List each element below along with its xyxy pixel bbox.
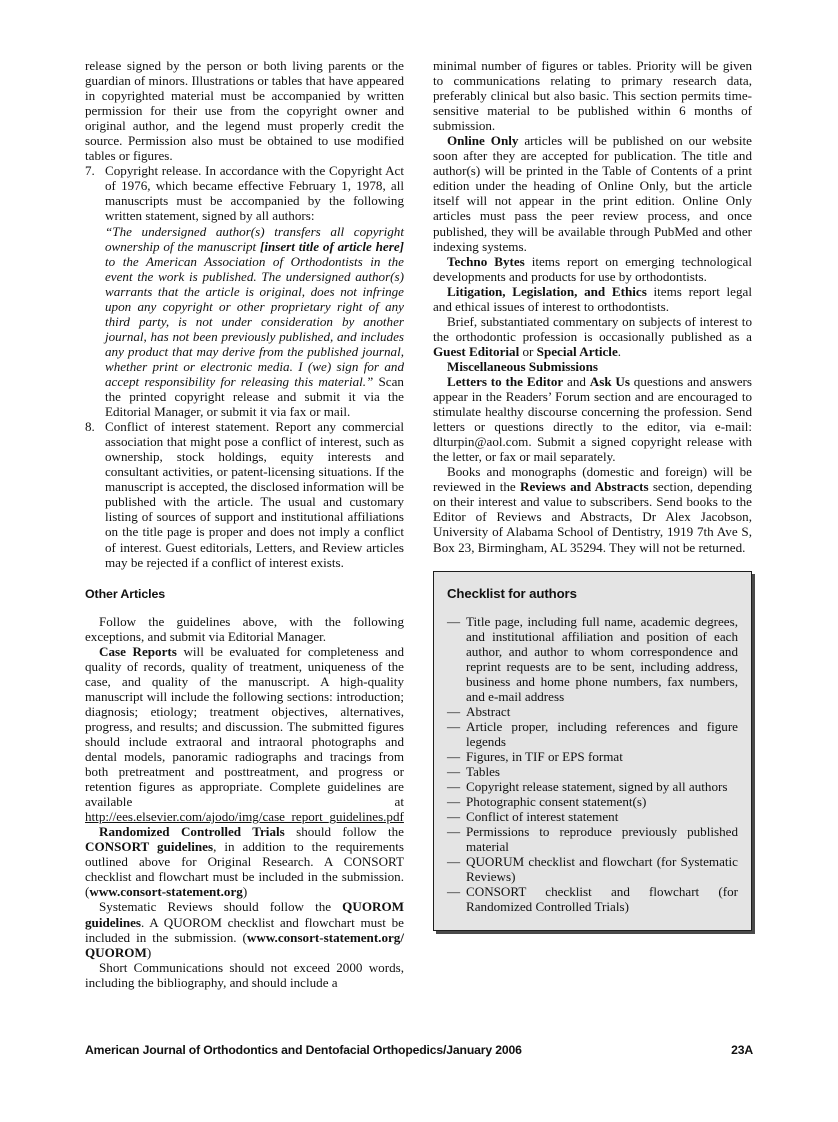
em-dash-icon: — (447, 703, 461, 719)
other-articles-intro: Follow the guidelines above, with the following exceptions, and submit via Editorial Manager. (85, 613, 404, 644)
item7-lead: Copyright release. In accordance with the Copyright Act of 1976, which became effective February 1, 1978, all manuscripts must be accompanied by the following written statement, signed by all authors: (105, 163, 404, 224)
left-column (85, 58, 404, 990)
em-dash-icon: — (447, 809, 461, 825)
techno-bytes-label: Techno Bytes (447, 253, 525, 269)
footer-page-number: 23A (731, 1043, 753, 1057)
checklist-item-text: CONSORT checklist and flowchart (for Randomized Controlled Trials) (466, 884, 738, 915)
list-item (447, 764, 738, 779)
online-only-paragraph (433, 133, 752, 253)
checklist-item-text: Conflict of interest statement (466, 809, 619, 825)
checklist-item-text: Article proper, including references and figure legends (466, 718, 738, 749)
case-reports-text: will be evaluated for completeness and quality of records, quality of treatment, uniqueness of the case, and quality of the manuscript. A high-quality manuscript will include the following sections: introduction; diagnosis; etiology; treatment objectives, alternatives, progress, and results; and discussion. The submitted figures should include extraoral and intraoral photographs and dental models, panoramic radiographs and tracings from both pretreatment and posttreatment, and progress or retention figures as appropriate. Complete guidelines are available at (85, 643, 404, 810)
rct-label: Randomized Controlled Trials (99, 824, 285, 840)
quorom-text-a: Systematic Reviews should follow the (99, 899, 343, 915)
quote-part-2: to the American Association of Orthodontists in the event the work is published. The undersigned author(s) warrants that the article is original, does not infringe upon any copyright or other proprietary right of any third party, is not under consideration by another journal, has not been previously published, and includes any product that may derive from the published journal, whether print or electronic media. I (we) sign for and accept responsibility for releasing this material.” (105, 253, 404, 389)
checklist-item-text: Photographic consent statement(s) (466, 794, 647, 810)
em-dash-icon: — (447, 854, 461, 870)
techno-bytes-paragraph (433, 254, 752, 284)
case-report-guidelines-link[interactable]: http://ees.elsevier.com/ajodo/img/case_report_guidelines.pdf (85, 809, 404, 825)
rct-paragraph (85, 824, 404, 899)
commentary-text-b: or (519, 343, 537, 359)
item7-quote (105, 224, 404, 420)
commentary-paragraph (433, 314, 752, 359)
em-dash-icon: — (447, 794, 461, 810)
quorom-text-b: . A QUOROM checklist and flowchart must be included in the submission. ( (85, 914, 404, 945)
techno-bytes-text: items report on emerging technological developments and products for use by orthodontists. (433, 253, 752, 284)
misc-submissions-heading (433, 359, 752, 374)
letters-paragraph (433, 374, 752, 464)
quorom-text-c: ) (146, 944, 152, 960)
spacer (85, 601, 404, 614)
checklist-item-text: Tables (466, 764, 500, 780)
list-item (447, 884, 738, 914)
checklist-items (447, 614, 738, 915)
consort-guidelines-label: CONSORT guidelines (85, 839, 214, 855)
right-continued-paragraph: minimal number of figures or tables. Priority will be given to communications relating to primary research data, preferably clinical but also basic. This section permits time-sensitive material to be published within 6 months of submission. (433, 58, 752, 134)
checklist-item-text: Permissions to reproduce previously published material (466, 824, 738, 855)
litigation-label: Litigation, Legislation, and Ethics (447, 283, 647, 299)
litigation-text: items report legal and ethical issues of interest to orthodontists. (433, 283, 752, 314)
list-item (447, 779, 738, 794)
litigation-paragraph (433, 284, 752, 314)
continued-paragraph: release signed by the person or both living parents or the guardian of minors. Illustrations or tables that have appeared in copyrighted material must be accompanied by written permission for their use from the copyright owner and original author, and the legend must properly credit the source. Permission also must be obtained to use modified tables or figures. (85, 58, 404, 164)
quote-tail: Scan the printed copyright release and submit it via the Editorial Manager, or submit it via fax or mail. (105, 373, 404, 420)
em-dash-icon: — (447, 764, 461, 780)
reviews-abstracts-label: Reviews and Abstracts (519, 479, 649, 495)
quorom-guidelines-label: QUOROM guidelines (85, 899, 404, 930)
list-item (447, 824, 738, 854)
em-dash-icon: — (447, 748, 461, 764)
em-dash-icon: — (447, 718, 461, 734)
quote-part-1: “The undersigned author(s) transfers all copyright ownership of the manuscript (105, 223, 404, 254)
two-column-layout (85, 58, 753, 990)
list-item (447, 809, 738, 824)
list-marker-8: 8. (85, 419, 95, 435)
special-article-label: Special Article (536, 343, 618, 359)
list-item-7 (85, 163, 404, 419)
item8-text: Conflict of interest statement. Report any commercial association that might pose a conflict of interest, such as ownership, stock holdings, equity interests and consultant activities, or patent-licensing situations. If the manuscript is accepted, the disclosed information will be published with the article. The usual and customary listing of sources of support and institutional affiliations on the title page is proper and does not imply a conflict of interest. Guest editorials, Letters, and Review articles may be rejected if a conflict of interest exists. (105, 419, 404, 570)
checklist-item-text: Abstract (466, 703, 511, 719)
list-marker-7: 7. (85, 163, 95, 179)
rct-text-b: , in addition to the requirements outlined above for Original Research. A CONSORT checklist and flowchart must be included in the submission. ( (85, 839, 404, 900)
em-dash-icon: — (447, 884, 461, 900)
page-content (85, 58, 753, 990)
books-text-b: section, depending on their interest and value to subscribers. Send books to the Editor of Reviews and Abstracts, Dr Alex Jacobson, University of Alabama School of Dentistry, 1919 7th Ave S, Box 23, Birmingham, AL 35294. They will not be returned. (433, 479, 753, 555)
page-footer (85, 1043, 753, 1057)
checklist-for-authors-panel (433, 571, 752, 932)
short-communications-paragraph: Short Communications should not exceed 2000 words, including the bibliography, and should include a (85, 959, 404, 990)
checklist-item-text: Title page, including full name, academic degrees, and institutional affiliation and position of each author, and author to whom correspondence and reprint requests are to be sent, including address, business and home phone numbers, fax numbers, and e-mail address (466, 613, 738, 704)
checklist-item-text: Figures, in TIF or EPS format (466, 748, 623, 764)
list-item-8-body (105, 419, 404, 569)
quorom-link[interactable]: www.consort-statement.org/ QUOROM (85, 929, 404, 960)
list-item (447, 854, 738, 884)
ask-us-label: Ask Us (589, 373, 630, 389)
rct-text-c: ) (242, 884, 248, 900)
checklist-title: Checklist for authors (447, 585, 577, 601)
right-column (433, 58, 752, 931)
em-dash-icon: — (447, 824, 461, 840)
letters-text-b: questions and answers appear in the Readers’ Forum section and are encouraged to stimulate healthy discourse concerning the profession. Send letters or questions directly to the editor, via e-mail: dlturpin@aol.com. Submit a signed copyright release with the letter, or fax or mail separately. (433, 373, 753, 465)
online-only-label: Online Only (447, 133, 519, 149)
books-text-a: Books and monographs (domestic and foreign) will be reviewed in the (433, 464, 752, 495)
case-reports-label: Case Reports (99, 643, 177, 659)
consort-statement-link[interactable]: www.consort-statement.org (89, 884, 243, 900)
spacer (85, 570, 404, 587)
case-reports-paragraph (85, 644, 404, 825)
quote-bold-placeholder: [insert title of article here] (259, 238, 404, 254)
footer-journal-title: American Journal of Orthodontics and Dentofacial Orthopedics/January 2006 (85, 1043, 522, 1057)
list-item (447, 704, 738, 719)
books-paragraph (433, 464, 752, 554)
misc-submissions-label: Miscellaneous Submissions (447, 358, 598, 374)
em-dash-icon: — (447, 613, 461, 629)
commentary-text-c: . (617, 343, 622, 359)
list-item-7-body (105, 163, 404, 419)
online-only-text: articles will be published on our website soon after they are accepted for publication. The title and author(s) will be printed in the Table of Contents of a print edition under the heading of Online Only, but the article itself will not appear in the print edition. Online Only articles must pass the peer review process, and once published, they will be available through PubMed and other indexing systems. (433, 133, 752, 254)
list-item (447, 719, 738, 749)
letters-to-editor-label: Letters to the Editor (447, 373, 564, 389)
list-item (447, 749, 738, 764)
letters-text-a: and (563, 373, 590, 389)
commentary-text-a: Brief, substantiated commentary on subjects of interest to the orthodontic profession is occasionally published as a (433, 313, 752, 344)
section-heading-other-articles: Other Articles (85, 586, 166, 601)
em-dash-icon: — (447, 779, 461, 795)
checklist-item-text: QUORUM checklist and flowchart (for Systematic Reviews) (466, 854, 738, 885)
list-item (447, 614, 738, 704)
rct-text-a: should follow the (284, 824, 404, 840)
checklist-item-text: Copyright release statement, signed by all authors (466, 779, 728, 795)
list-item (447, 794, 738, 809)
guest-editorial-label: Guest Editorial (433, 343, 520, 359)
list-item-8 (85, 419, 404, 569)
quorom-paragraph (85, 899, 404, 959)
